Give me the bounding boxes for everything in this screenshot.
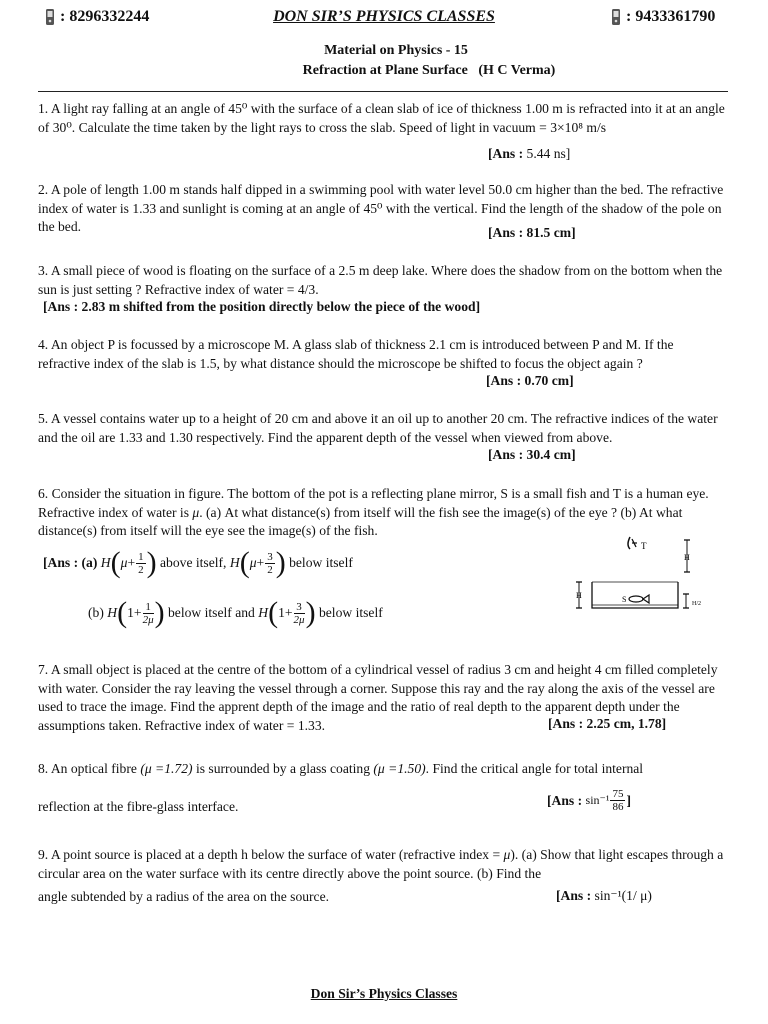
answer-3: [Ans : 2.83 m shifted from the position directly below the piece of the wood]	[43, 299, 481, 314]
question-9: 9. A point source is placed at a depth h below the surface of water (refractive index = μ). (a) Show that light escapes through a circular area on the water surface with its centre directly above the point source. (b) Find the	[38, 847, 724, 881]
answer-9: [Ans : sin⁻¹(1/ μ)	[556, 888, 652, 903]
answer-2: [Ans : 81.5 cm]	[488, 225, 576, 240]
pot-figure	[570, 532, 720, 618]
material-heading: Material on Physics - 15	[324, 43, 468, 58]
fish-icon	[629, 595, 649, 603]
footer: Don Sir’s Physics Classes	[310, 986, 458, 1001]
fish-label: S	[622, 595, 627, 604]
question-8-line2: reflection at the fibre-glass interface.	[38, 799, 239, 814]
page-title: DON SIR’S PHYSICS CLASSES	[273, 8, 495, 25]
phone-left: : 8296332244	[44, 8, 149, 26]
answer-6a: [Ans : (a) H ( μ + $\frac{1}{2}$ ) above itself, H ( μ + $\frac{3}{2}$ ) below itself	[43, 546, 353, 579]
answer-4: [Ans : 0.70 cm]	[486, 373, 574, 388]
answer-7: [Ans : 2.25 cm, 1.78]	[548, 716, 667, 731]
question-4: 4. An object P is focussed by a microscope M. A glass slab of thickness 2.1 cm is introduced between P and M. If the refractive index of the slab is 1.5, by what distance should the microscope be shifted to focus the object again ?	[38, 337, 674, 371]
eye-label: T	[641, 541, 647, 551]
h2-label: H/2	[692, 601, 701, 607]
answer-1: [Ans : 5.44 ns]	[488, 146, 571, 161]
question-1: 1. A light ray falling at an angle of 45⁰ with the surface of a clean slab of ice of thickness 1.00 m is refracted into it at an angle of 30⁰. Calculate the time taken by the light rays to cross the slab. Speed of light in vacuum = 3×10⁸ m/s	[38, 101, 725, 135]
question-2: 2. A pole of length 1.00 m stands half dipped in a swimming pool with water level 50.0 cm higher than the bed. The refractive index of water is 1.33 and sunlight is coming at an angle of 45⁰ with the vertical. Find the length of the shadow of the pole on the bed.	[38, 182, 724, 234]
question-7: 7. A small object is placed at the centre of the bottom of a cylindrical vessel of radius 3 cm and height 4 cm filled completely with water. Consider the ray leaving the vessel through a corner. Suppose this ray and the ray along the axis of the vessel are used to trace the image. Find the apprent depth of the image and the ratio of real depth to the apparent depth under the assumptions taken. Refractive index of water = 1.33.	[38, 662, 718, 733]
question-6: 6. Consider the situation in figure. The bottom of the pot is a reflecting plane mirror, S is a small fish and T is a human eye. Refractive index of water is μ. (a) At what distance(s) from itself will the fish see the image(s) of the eye ? (b) At what distance(s) from itself will the eye see the image(s) of the fish.	[38, 486, 709, 538]
mobile-phone-icon	[610, 8, 622, 26]
answer-6b: (b) H ( 1 + $\frac{1}{2\mu}$ ) below itself and H ( 1 + $\frac{3}{2\mu}$ ) below itself	[88, 596, 383, 629]
phone-right: : 9433361790	[610, 8, 715, 26]
question-8: 8. An optical fibre (μ =1.72) is surrounded by a glass coating (μ =1.50). Find the critical angle for total internal	[38, 761, 644, 776]
header-rule	[38, 91, 728, 92]
question-3: 3. A small piece of wood is floating on the surface of a 2.5 m deep lake. Where does the shadow from on the bottom when the sun is just setting ? Refractive index of water = 4/3.	[38, 263, 723, 297]
question-5: 5. A vessel contains water up to a height of 20 cm and above it an oil up to another 20 cm. The refractive indices of the water and the oil are 1.33 and 1.30 respectively. Find the apparent depth of the vessel when viewed from above.	[38, 411, 718, 445]
answer-8: [Ans : sin⁻¹ $\frac{75}{86}$ ]	[547, 788, 631, 813]
answer-5: [Ans : 30.4 cm]	[488, 447, 576, 462]
h-label-left: H	[576, 591, 582, 600]
h-label-top: H	[684, 553, 690, 562]
eye-icon	[628, 537, 637, 549]
question-9-line3: angle subtended by a radius of the area on the source.	[38, 889, 330, 904]
topic-heading: Refraction at Plane Surface (H C Verma)	[302, 63, 556, 78]
